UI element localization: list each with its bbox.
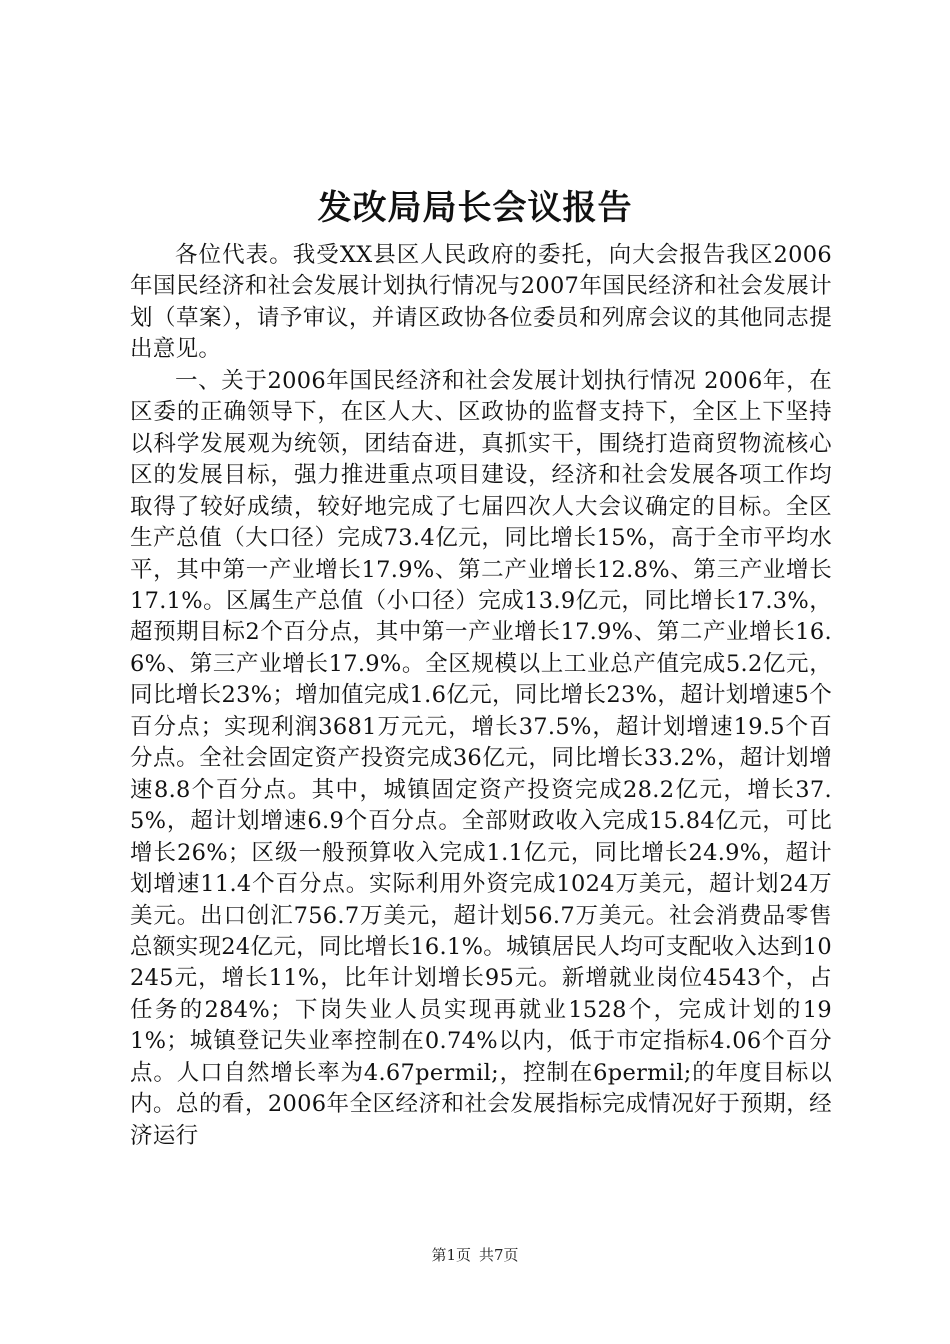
document-body	[130, 240, 832, 1152]
document-title: 发改局局长会议报告	[317, 188, 633, 228]
paragraph-opening: 各位代表。我受XX县区人民政府的委托，向大会报告我区2006年国民经济和社会发展计划执行情况与2007年国民经济和社会发展计划（草案），请予审议，并请区政协各位委员和列席会议的其他同志提出意见。	[130, 242, 832, 363]
paragraph-section-one: 一、关于2006年国民经济和社会发展计划执行情况 2006年，在区委的正确领导下，在区人大、区政协的监督支持下，全区上下坚持以科学发展观为统领，团结奋进，真抓实干，围绕打造商贸物流核心区的发展目标，强力推进重点项目建设，经济和社会发展各项工作均取得了较好成绩，较好地完成了七届四次人大会议确定的目标。全区生产总值（大口径）完成73.4亿元，同比增长15%，高于全市平均水平，其中第一产业增长17.9%、第二产业增长12.8%、第三产业增长17.1%。区属生产总值（小口径）完成13.9亿元，同比增长17.3%，超预期目标2个百分点，其中第一产业增长17.9%、第二产业增长16.6%、第三产业增长17.9%。全区规模以上工业总产值完成5.2亿元，同比增长23%；增加值完成1.6亿元，同比增长23%，超计划增速5个百分点；实现利润3681万元元，增长37.5%，超计划增速19.5个百分点。全社会固定资产投资完成36亿元，同比增长33.2%，超计划增速8.8个百分点。其中，城镇固定资产投资完成28.2亿元，增长37.5%，超计划增速6.9个百分点。全部财政收入完成15.84亿元，可比增长26%；区级一般预算收入完成1.1亿元，同比增长24.9%，超计划增速11.4个百分点。实际利用外资完成1024万美元，超计划24万美元。出口创汇756.7万美元，超计划56.7万美元。社会消费品零售总额实现24亿元，同比增长16.1%。城镇居民人均可支配收入达到10245元，增长11%，比年计划增长95元。新增就业岗位4543个，占任务的284%；下岗失业人员实现再就业1528个，完成计划的191%；城镇登记失业率控制在0.74%以内，低于市定指标4.06个百分点。人口自然增长率为4.67permil;，控制在6permil;的年度目标以内。总的看，2006年全区经济和社会发展指标完成情况好于预期，经济运行	[130, 367, 832, 1149]
page-footer	[0, 1244, 950, 1266]
page-total: 共7页	[479, 1246, 519, 1264]
page-number: 第1页	[431, 1246, 471, 1264]
